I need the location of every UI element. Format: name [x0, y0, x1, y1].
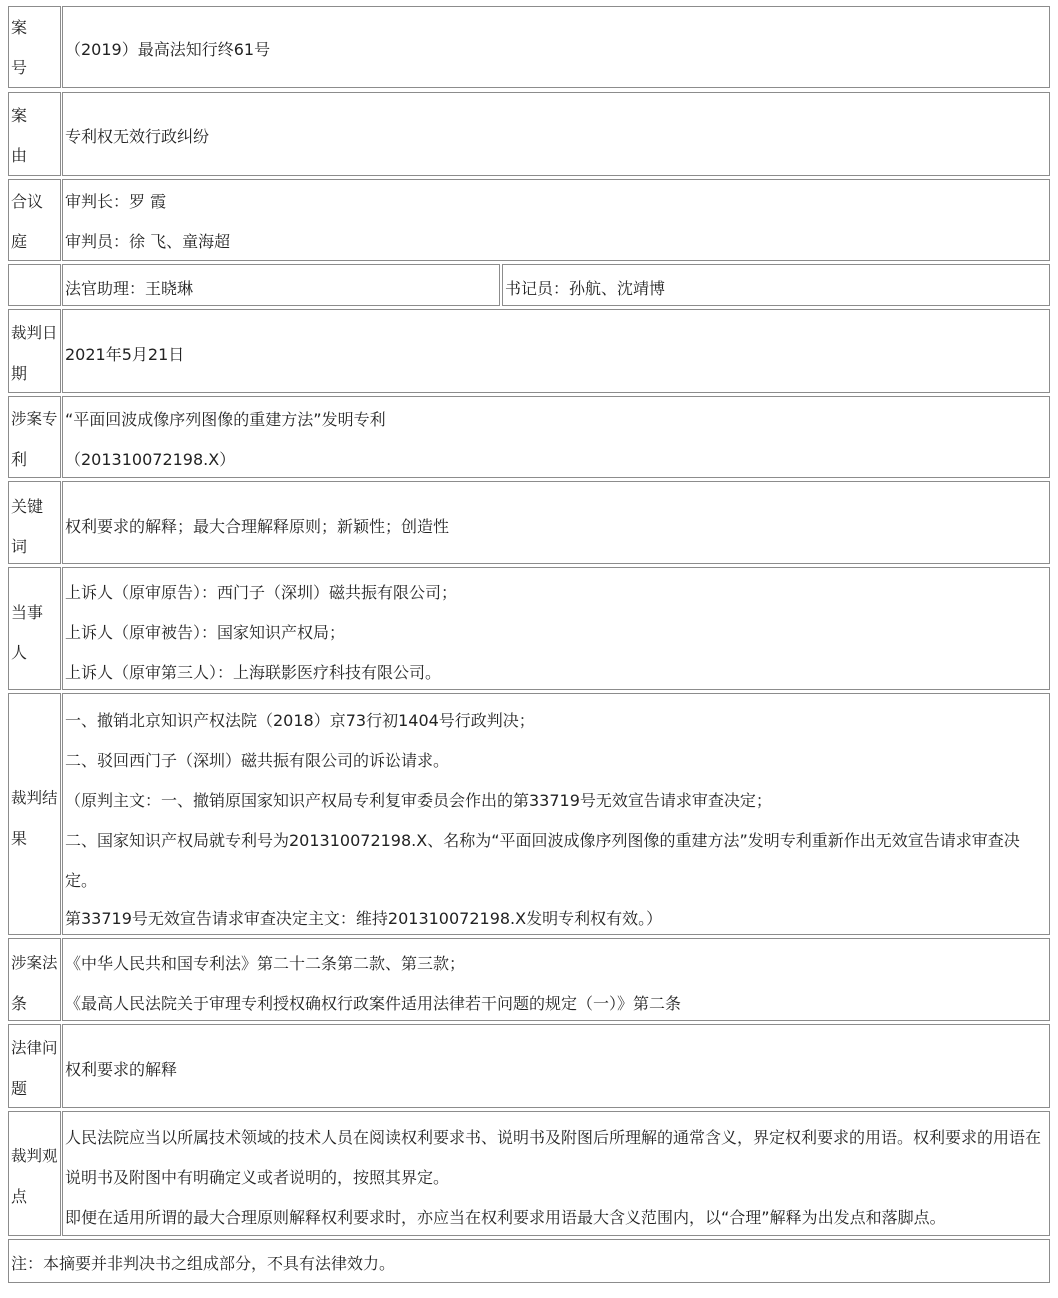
patent-title: “平面回波成像序列图像的重建方法”发明专利 [65, 410, 386, 429]
label-line: 词 [11, 537, 28, 556]
keywords-value: 权利要求的解释；最大合理解释原则；新颖性；创造性 [62, 481, 1050, 564]
statute-line: 《中华人民共和国专利法》第二十二条第二款、第三款； [65, 954, 466, 973]
clerks-label-empty [8, 264, 61, 306]
judges: 审判员：徐 飞、童海超 [65, 232, 231, 251]
result-line: 第33719号无效宣告请求审查决定主文：维持201310072198.X发明专利权有效。） [65, 909, 663, 928]
party-line: 上诉人（原审原告）：西门子（深圳）磁共振有限公司； [65, 583, 458, 602]
label-line: 裁判日 [11, 324, 58, 342]
result-value [62, 693, 1050, 935]
presiding-judge: 审判长：罗 霞 [65, 192, 167, 211]
assistant-judge: 法官助理：王晓琳 [62, 264, 500, 306]
label-line: 庭 [11, 232, 28, 251]
label-line: 号 [11, 58, 28, 77]
party-line: 上诉人（原审第三人）：上海联影医疗科技有限公司。 [65, 663, 442, 682]
judgment-date-label [8, 309, 61, 393]
label-line: 关键 [11, 497, 44, 516]
label-line: 合议 [11, 192, 44, 211]
label-line: 法律问 [11, 1039, 58, 1057]
patent-number: （201310072198.X） [65, 450, 236, 469]
result-label [8, 693, 61, 935]
label-line: 由 [11, 146, 28, 165]
panel-value [62, 179, 1050, 261]
label-line: 案 [11, 106, 28, 125]
patent-label [8, 396, 61, 478]
parties-label [8, 567, 61, 690]
statutes-value [62, 938, 1050, 1021]
parties-value [62, 567, 1050, 690]
label-line: 人 [11, 643, 28, 662]
statute-line: 《最高人民法院关于审理专利授权确权行政案件适用法律若干问题的规定（一）》第二条 [65, 994, 682, 1013]
label-line: 果 [11, 829, 28, 848]
judgment-date-value: 2021年5月21日 [62, 309, 1050, 393]
patent-value [62, 396, 1050, 478]
label-line: 案 [11, 18, 28, 37]
result-line: 一、撤销北京知识产权法院（2018）京73行初1404号行政判决； [65, 711, 535, 730]
result-line: （原判主文：一、撤销原国家知识产权局专利复审委员会作出的第33719号无效宣告请求审查决定； [65, 791, 772, 810]
result-line: 定。 [65, 871, 98, 890]
statutes-label [8, 938, 61, 1021]
label-line: 点 [11, 1187, 28, 1206]
label-line: 题 [11, 1079, 28, 1098]
cause-label [8, 92, 61, 176]
label-line: 利 [11, 450, 28, 469]
legal-issue-value: 权利要求的解释 [62, 1024, 1050, 1108]
result-line: 二、国家知识产权局就专利号为201310072198.X、名称为“平面回波成像序列图像的重建方法”发明专利重新作出无效宣告请求审查决 [65, 831, 1020, 850]
court-clerk: 书记员：孙航、沈靖博 [502, 264, 1050, 306]
label-line: 涉案法 [11, 954, 58, 972]
label-line: 当事 [11, 603, 44, 622]
holding-line: 即便在适用所谓的最大合理原则解释权利要求时，亦应当在权利要求用语最大含义范围内，以“合理”解释为出发点和落脚点。 [65, 1208, 946, 1227]
disclaimer-note: 注：本摘要并非判决书之组成部分，不具有法律效力。 [8, 1239, 1050, 1283]
label-line: 裁判观 [11, 1147, 58, 1165]
case-number-value: （2019）最高法知行终61号 [62, 6, 1050, 88]
holding-value [62, 1111, 1050, 1236]
keywords-label [8, 481, 61, 564]
legal-issue-label [8, 1024, 61, 1108]
label-line: 期 [11, 364, 28, 383]
party-line: 上诉人（原审被告）：国家知识产权局； [65, 623, 346, 642]
label-line: 涉案专 [11, 410, 58, 428]
holding-line: 说明书及附图中有明确定义或者说明的，按照其界定。 [65, 1168, 450, 1187]
cause-value: 专利权无效行政纠纷 [62, 92, 1050, 176]
label-line: 条 [11, 994, 28, 1013]
result-line: 二、驳回西门子（深圳）磁共振有限公司的诉讼请求。 [65, 751, 450, 770]
panel-label [8, 179, 61, 261]
holding-label [8, 1111, 61, 1236]
case-number-label [8, 6, 61, 88]
label-line: 裁判结 [11, 789, 58, 807]
holding-line: 人民法院应当以所属技术领域的技术人员在阅读权利要求书、说明书及附图后所理解的通常含义，界定权利要求的用语。权利要求的用语在 [65, 1128, 1042, 1147]
